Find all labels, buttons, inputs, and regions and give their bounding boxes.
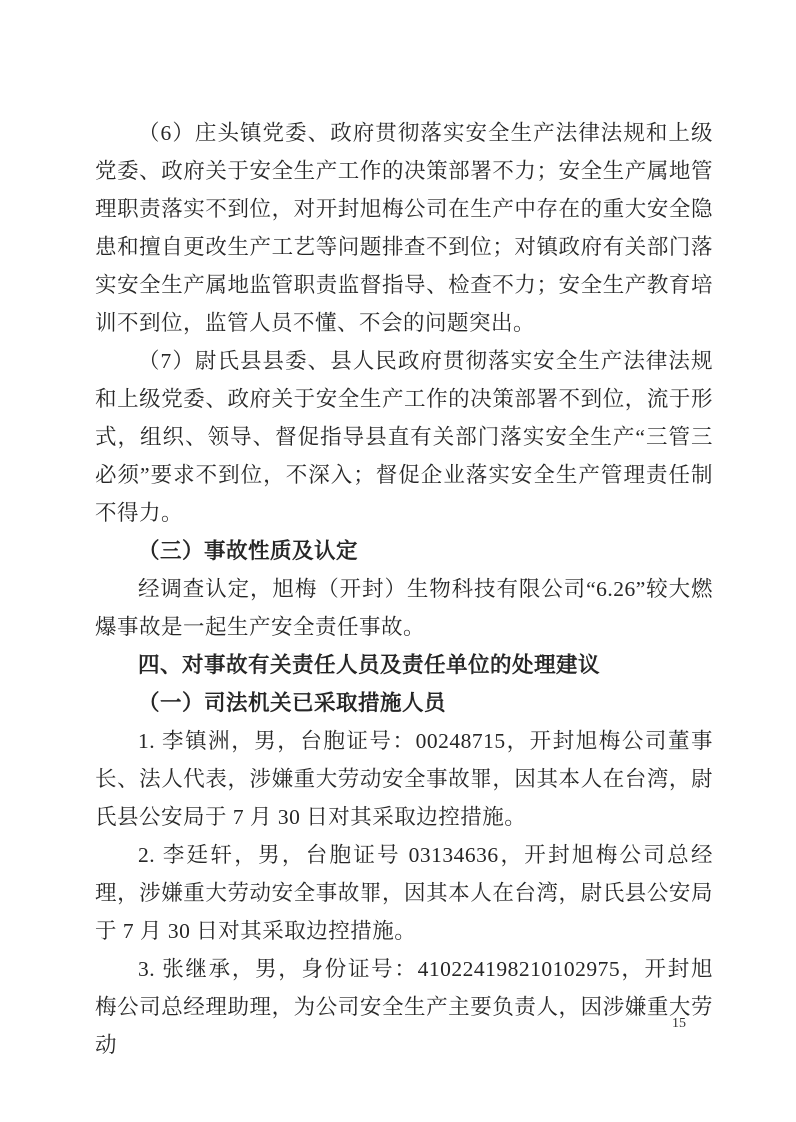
page-number: 15 (672, 1016, 686, 1031)
document-body (95, 114, 713, 1064)
paragraph-item-7: （7）尉氏县县委、县人民政府贯彻落实安全生产法律法规和上级党委、政府关于安全生产工作的决策部署不到位，流于形式，组织、领导、督促指导县直有关部门落实安全生产“三管三必须”要求不到位，不深入；督促企业落实安全生产管理责任制不得力。 (95, 349, 713, 525)
paragraph-item-6: （6）庄头镇党委、政府贯彻落实安全生产法律法规和上级党委、政府关于安全生产工作的决策部署不力；安全生产属地管理职责落实不到位，对开封旭梅公司在生产中存在的重大安全隐患和擅自更改生产工艺等问题排查不到位；对镇政府有关部门落实安全生产属地监管职责监督指导、检查不力；安全生产教育培训不到位，监管人员不懂、不会的问题突出。 (95, 121, 713, 335)
heading-chapter-4-handling-suggestions: 四、对事故有关责任人员及责任单位的处理建议 (138, 653, 601, 677)
heading-section-1-judicial-measures: （一）司法机关已采取措施人员 (138, 691, 447, 715)
heading-section-3-accident-nature: （三）事故性质及认定 (138, 539, 359, 563)
paragraph-person-2: 2. 李廷轩，男，台胞证号 03134636，开封旭梅公司总经理，涉嫌重大劳动安全事故罪，因其本人在台湾，尉氏县公安局于 7 月 30 日对其采取边控措施。 (95, 843, 713, 943)
paragraph-person-1: 1. 李镇洲，男，台胞证号：00248715，开封旭梅公司董事长、法人代表，涉嫌重大劳动安全事故罪，因其本人在台湾，尉氏县公安局于 7 月 30 日对其采取边控措施。 (95, 729, 713, 829)
paragraph-accident-finding: 经调查认定，旭梅（开封）生物科技有限公司“6.26”较大燃爆事故是一起生产安全责任事故。 (95, 577, 713, 639)
paragraph-person-3: 3. 张继承，男，身份证号：410224198210102975，开封旭梅公司总经理助理，为公司安全生产主要负责人，因涉嫌重大劳动 (95, 957, 713, 1057)
